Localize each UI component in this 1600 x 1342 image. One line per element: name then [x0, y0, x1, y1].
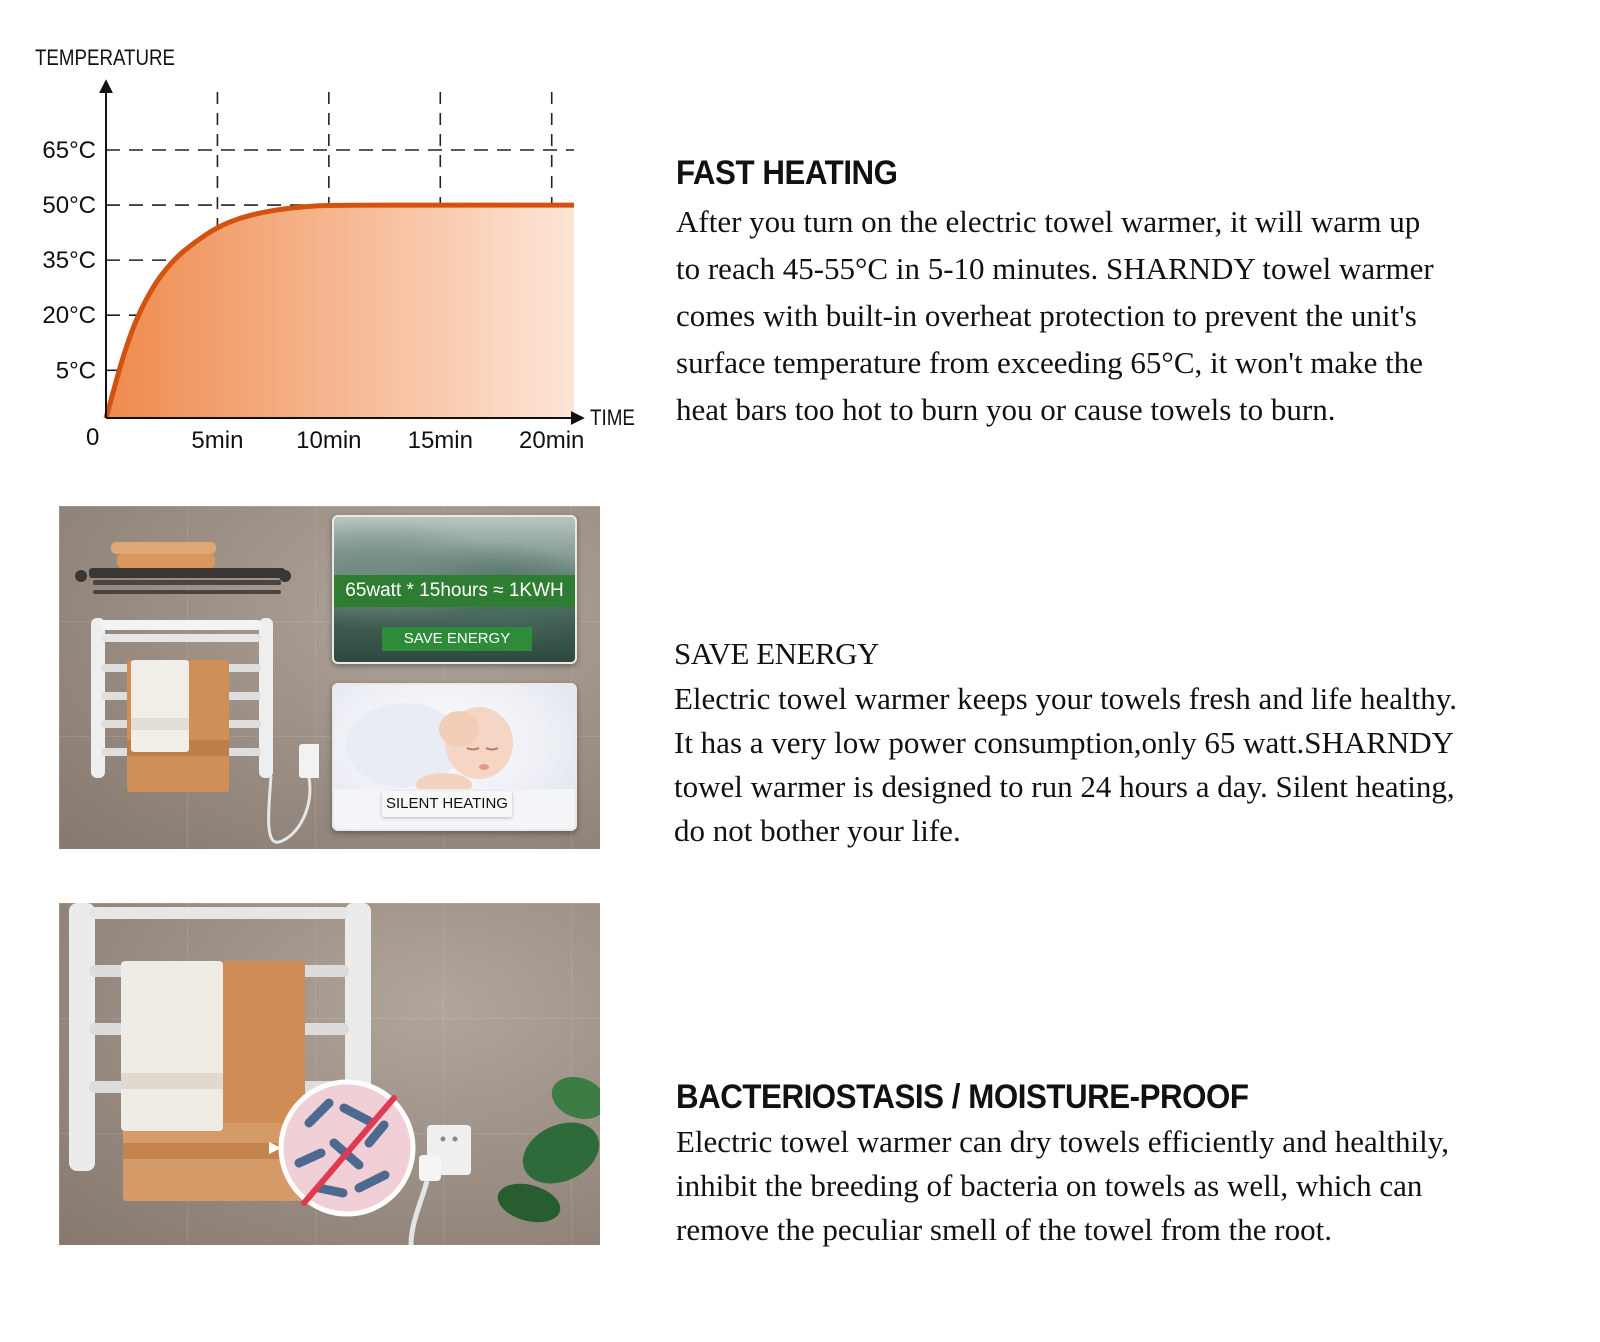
silent-heating-badge-label: SILENT HEATING — [386, 795, 508, 812]
body-line: surface temperature from exceeding 65°C, it won't make the — [676, 345, 1424, 380]
x-tick-label: 5min — [191, 427, 244, 454]
body-line: comes with built-in overheat protection to prevent the unit's — [676, 298, 1417, 333]
body-line: After you turn on the electric towel warmer, it will warm up — [676, 204, 1421, 239]
body-line: heat bars too hot to burn you or cause towels to burn. — [676, 392, 1336, 427]
silent-heating-card — [332, 683, 577, 831]
x-axis-title: TIME — [590, 405, 635, 430]
x-tick-label: 10min — [296, 427, 362, 454]
temperature-area — [106, 205, 574, 418]
save-energy-card — [332, 515, 577, 664]
body-line: inhibit the breeding of bacteria on towels as well, which can — [676, 1168, 1423, 1203]
save-energy-title: SAVE ENERGY — [674, 636, 879, 671]
energy-formula-band — [334, 575, 575, 607]
towel-rack-illustration — [59, 506, 319, 849]
body-line: Electric towel warmer keeps your towels fresh and life healthy. — [674, 681, 1458, 716]
y-tick-label: 35°C — [42, 247, 96, 275]
y-tick-label: 5°C — [55, 357, 96, 385]
y-tick-label: 50°C — [42, 192, 96, 220]
fast-heating-title: FAST HEATING — [676, 154, 898, 192]
energy-formula: 65watt * 15hours ≈ 1KWH — [345, 580, 564, 601]
y-tick-label: 20°C — [42, 302, 96, 330]
bacteriostasis-title: BACTERIOSTASIS / MOISTURE-PROOF — [676, 1078, 1249, 1116]
y-axis-title: TEMPERATURE — [35, 45, 175, 70]
x-tick-label: 15min — [407, 427, 473, 454]
towel-rack-closeup-illustration — [59, 903, 600, 1245]
origin-label: 0 — [86, 424, 100, 451]
body-line: to reach 45-55°C in 5-10 minutes. SHARNDY towel warmer — [676, 251, 1434, 286]
bacteriostasis-body — [676, 1120, 1449, 1252]
save-energy-body — [674, 677, 1457, 853]
body-line: remove the peculiar smell of the towel from the root. — [676, 1212, 1332, 1247]
body-line: do not bother your life. — [674, 813, 961, 848]
y-tick-label: 65°C — [42, 137, 96, 164]
fast-heating-body — [676, 198, 1434, 433]
body-line: Electric towel warmer can dry towels efficiently and healthily, — [676, 1124, 1449, 1159]
towel-warmer-bacteria-photo — [59, 903, 600, 1245]
save-energy-badge-label: SAVE ENERGY — [403, 630, 511, 647]
body-line: It has a very low power consumption,only 65 watt.SHARNDY — [674, 725, 1455, 760]
silent-heating-badge — [382, 791, 512, 817]
temperature-chart — [30, 40, 660, 480]
towel-warmer-energy-photo — [59, 506, 600, 849]
body-line: towel warmer is designed to run 24 hours a day. Silent heating, — [674, 769, 1455, 804]
save-energy-badge — [382, 627, 532, 651]
x-tick-label: 20min — [519, 427, 585, 454]
